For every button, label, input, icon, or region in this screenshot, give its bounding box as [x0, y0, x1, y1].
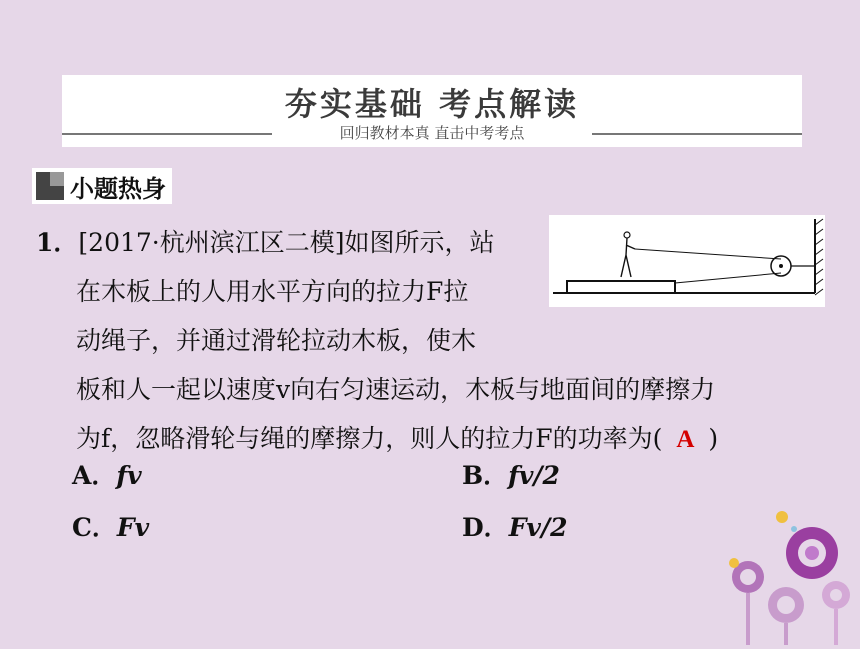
banner-divider-right: [592, 133, 802, 135]
option-a: A．fv: [72, 461, 142, 490]
banner-subtitle: 回归教材本真 直击中考考点: [339, 124, 525, 142]
answer-text: A: [676, 426, 695, 453]
option-c: C．Fv: [72, 513, 150, 542]
question-line-2: 在木板上的人用水平方向的拉力F拉: [76, 277, 469, 306]
pulley-diagram: [549, 215, 825, 307]
option-b: B．fv/2: [462, 461, 560, 490]
banner-title: 夯实基础 考点解读: [284, 85, 580, 123]
question-line-5: 为f，忽略滑轮与绳的摩擦力，则人的拉力F的功率为(: [76, 424, 663, 453]
question-line-3: 动绳子，并通过滑轮拉动木板，使木: [76, 326, 477, 355]
question-number: 1．: [36, 228, 79, 257]
question-line-4: 板和人一起以速度v向右匀速运动，木板与地面间的摩擦力: [76, 375, 716, 404]
section-label: 小题热身: [70, 174, 166, 203]
question-line-1: [2017·杭州滨江区二模]如图所示，站: [78, 228, 495, 257]
section-banner: [62, 75, 802, 147]
decorative-circles-icon: [720, 505, 860, 645]
section-header: [32, 168, 172, 204]
close-paren: ): [708, 424, 719, 453]
section-square-icon: [36, 172, 64, 200]
option-d: D．Fv/2: [462, 513, 568, 542]
